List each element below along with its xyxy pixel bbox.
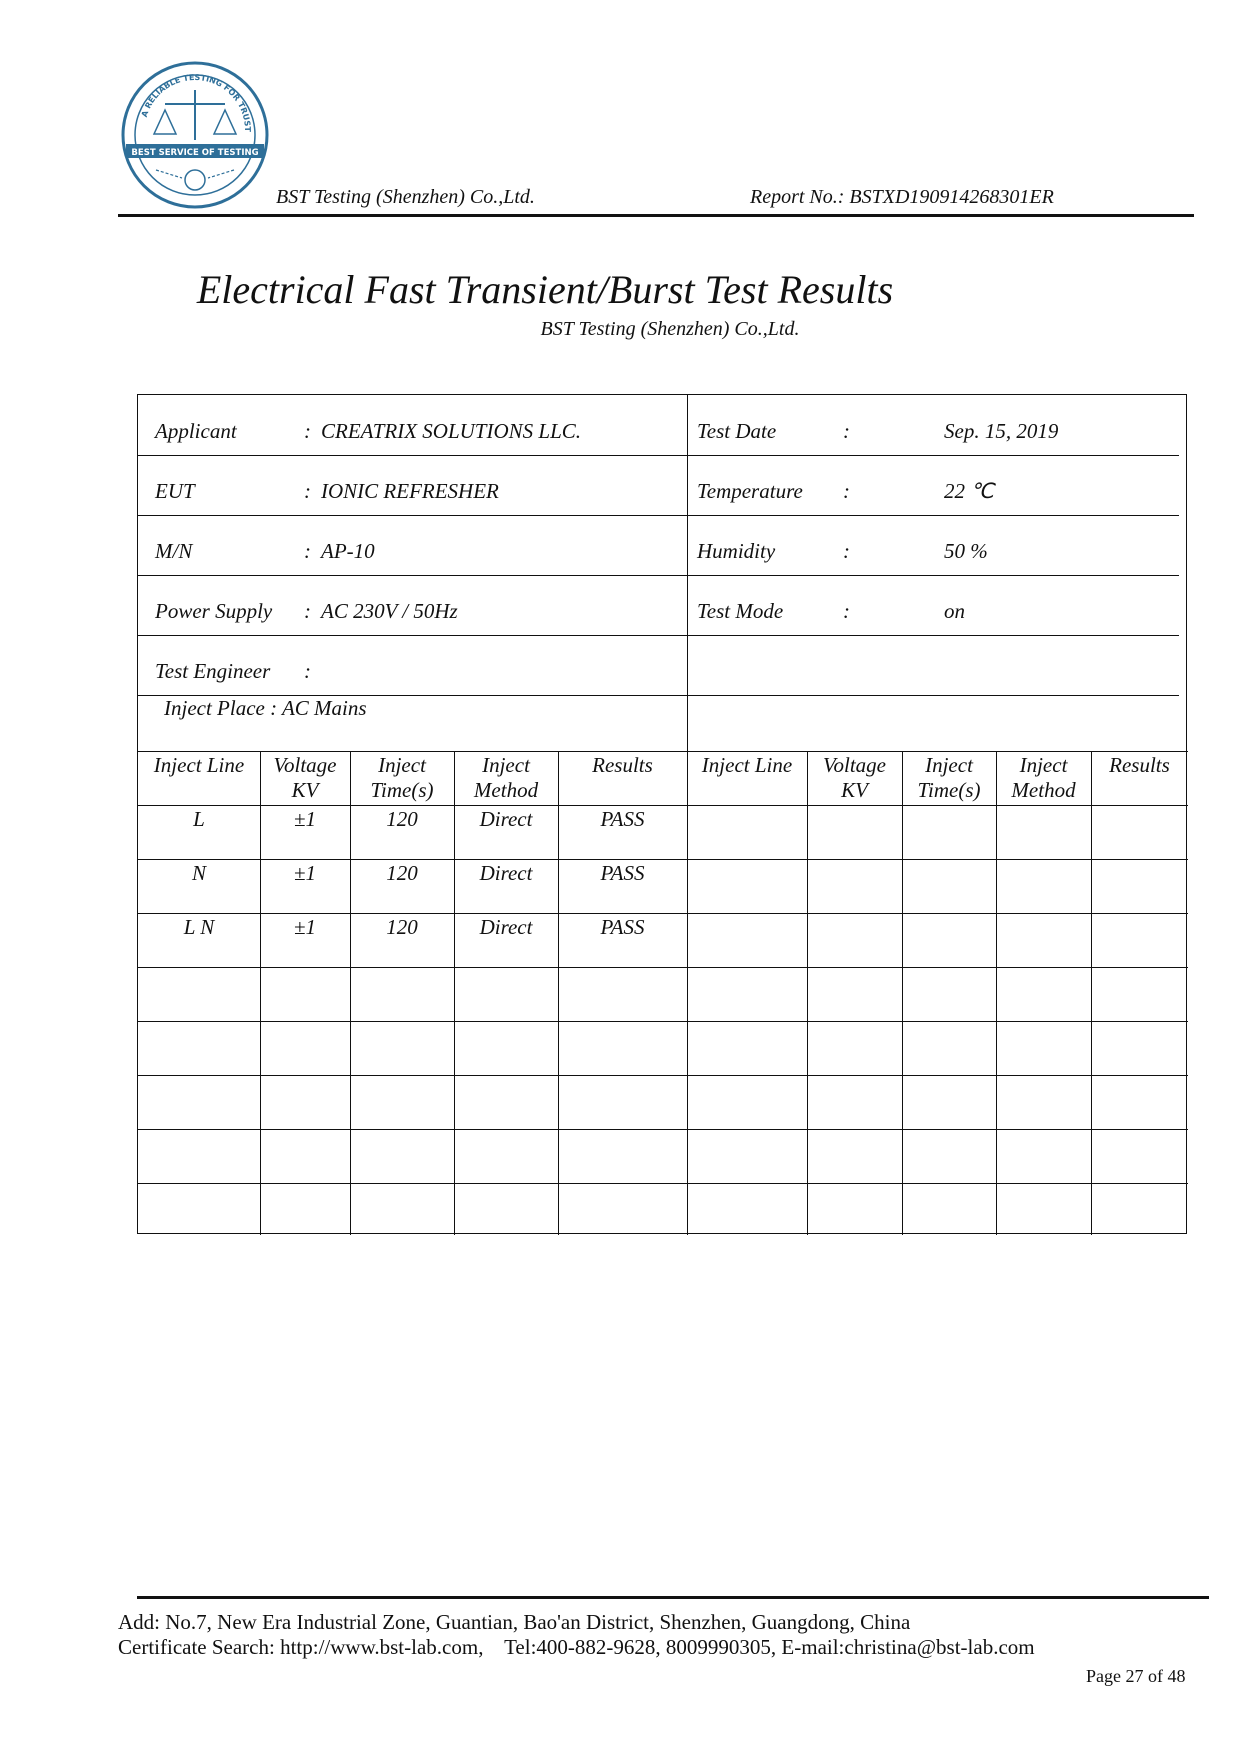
svg-text:BEST SERVICE OF TESTING: BEST SERVICE OF TESTING <box>131 148 259 158</box>
page-number: Page 27 of 48 <box>1086 1666 1186 1686</box>
row3-voltage: ±1 <box>293 915 317 939</box>
row2-inject-line: N <box>191 861 206 885</box>
applicant-label: Applicant <box>155 419 237 443</box>
power-supply-value: AC 230V / 50Hz <box>321 599 458 623</box>
test-engineer-label: Test Engineer <box>155 659 271 683</box>
test-mode-value: on <box>944 599 965 623</box>
col-header-inject-time: Inject Time(s) <box>370 753 434 802</box>
temperature-value: 22 ℃ <box>944 479 994 503</box>
row2-inject-time: 120 <box>386 861 418 885</box>
col-header-voltage: Voltage KV <box>273 753 337 802</box>
temperature-label: Temperature <box>697 479 803 503</box>
test-mode-label: Test Mode <box>697 599 784 623</box>
header-company: BST Testing (Shenzhen) Co.,Ltd. <box>276 186 535 208</box>
col-header-inject-method-2: Inject Method <box>1011 753 1076 802</box>
col-header-results: Results <box>592 753 653 777</box>
row1-inject-line: L <box>193 807 205 831</box>
row2-result: PASS <box>600 861 645 885</box>
row1-inject-time: 120 <box>386 807 418 831</box>
row1-voltage: ±1 <box>293 807 317 831</box>
col-header-inject-method: Inject Method <box>473 753 539 802</box>
footer-address: Add: No.7, New Era Industrial Zone, Guantian, Bao'an District, Shenzhen, Guangdong, China <box>118 1610 911 1634</box>
col-header-results-2: Results <box>1109 753 1170 777</box>
col-header-inject-time-2: Inject Time(s) <box>917 753 981 802</box>
page-subtitle: BST Testing (Shenzhen) Co.,Ltd. <box>540 318 800 340</box>
row2-inject-method: Direct <box>479 861 533 885</box>
row3-result: PASS <box>600 915 645 939</box>
eut-value: IONIC REFRESHER <box>321 479 499 503</box>
results-table: Applicant : CREATRIX SOLUTIONS LLC. EUT : IONIC REFRESHER M/N : AP-10 Power Supply : AC 230V / 50Hz Test Engineer : Inject Place : AC Mains Test Date : Sep. 15, 2019 Temperature : 22 ℃ Humidity : 50 % Test Mode : on Inject Line Voltage KV Inject Time(s) Inject Method Results Inject Line Voltage KV Inject Time(s) Inject Method Results L ±1 120 Direct PASS N ±1 120 Direct PASS L N ±1 120 Direct PASS <box>137 394 1187 1234</box>
power-supply-label: Power Supply <box>155 599 273 623</box>
page-title: Electrical Fast Transient/Burst Test Results <box>196 267 894 312</box>
row3-inject-method: Direct <box>479 915 533 939</box>
model-value: AP-10 <box>321 539 375 563</box>
test-date-value: Sep. 15, 2019 <box>944 419 1059 443</box>
eut-label: EUT <box>155 479 195 503</box>
svg-text:A RELIABLE TESTING FOR TRUST: A RELIABLE TESTING FOR TRUST <box>139 72 253 133</box>
inject-place: Inject Place : AC Mains <box>164 696 367 720</box>
model-label: M/N <box>155 539 193 563</box>
company-logo <box>120 60 270 210</box>
footer-rule <box>137 1596 1209 1599</box>
humidity-value: 50 % <box>944 539 988 563</box>
header-report-number: Report No.: BSTXD190914268301ER <box>750 186 1054 208</box>
humidity-label: Humidity <box>697 539 776 563</box>
col-header-inject-line: Inject Line <box>153 753 245 777</box>
col-header-inject-line-2: Inject Line <box>701 753 793 777</box>
row2-voltage: ±1 <box>293 861 317 885</box>
applicant-value: CREATRIX SOLUTIONS LLC. <box>321 419 582 443</box>
row3-inject-time: 120 <box>386 915 418 939</box>
footer-contact: Certificate Search: http://www.bst-lab.com, Tel:400-882-9628, 8009990305, E-mail:christina@bst-lab.com <box>118 1635 1035 1659</box>
row1-inject-method: Direct <box>479 807 533 831</box>
header-rule <box>118 214 1194 217</box>
test-date-label: Test Date <box>697 419 777 443</box>
row3-inject-line: L N <box>183 915 215 939</box>
row1-result: PASS <box>600 807 645 831</box>
col-header-voltage-2: Voltage KV <box>823 753 886 802</box>
